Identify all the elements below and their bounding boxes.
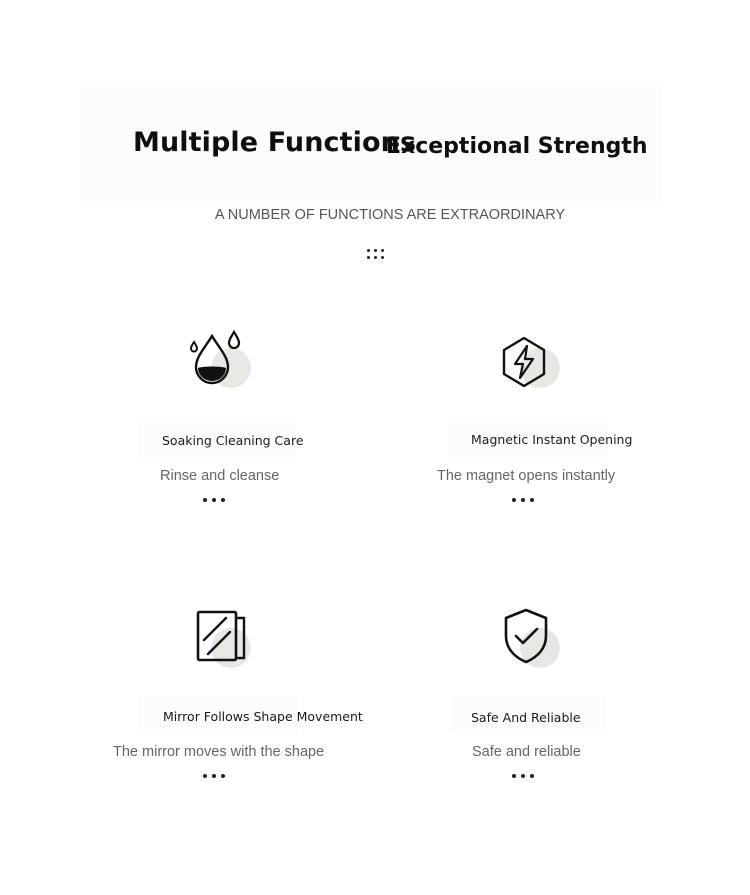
more-dots-icon (203, 774, 233, 780)
feature-title: Magnetic Instant Opening (471, 432, 633, 447)
grid-dots-icon (367, 249, 385, 261)
water-drops-icon (182, 322, 254, 394)
feature-description: The magnet opens instantly (437, 468, 616, 484)
mirror-icon (184, 600, 256, 672)
lightning-hexagon-icon (488, 326, 560, 398)
more-dots-icon (512, 498, 542, 504)
feature-description: Safe and reliable (472, 744, 581, 760)
feature-description: The mirror moves with the shape (113, 744, 325, 760)
page-title: Multiple Functions (133, 127, 417, 158)
more-dots-icon (512, 774, 542, 780)
feature-title: Soaking Cleaning Care (162, 433, 304, 448)
more-dots-icon (203, 498, 233, 504)
feature-title: Mirror Follows Shape Movement (163, 709, 363, 724)
feature-title: Safe And Reliable (471, 710, 581, 725)
page-subtitle: A NUMBER OF FUNCTIONS ARE EXTRAORDINARY (214, 207, 566, 223)
feature-description: Rinse and cleanse (160, 468, 280, 484)
shield-check-icon (490, 602, 562, 674)
page-title-secondary: Exceptional Strength (386, 134, 648, 159)
